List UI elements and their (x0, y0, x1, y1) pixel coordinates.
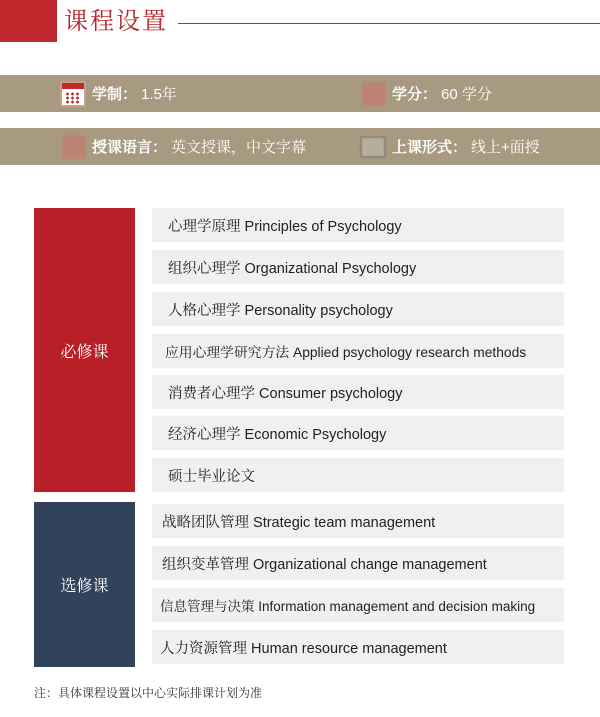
language-value: 英文授课，中文字幕 (171, 139, 307, 156)
course-item: 组织变革管理 Organizational change management (152, 546, 564, 580)
title-divider (178, 23, 600, 24)
language-label: 授课语言： (92, 139, 168, 156)
course-item: 消费者心理学 Consumer psychology (152, 375, 564, 409)
course-item: 信息管理与决策 Information management and decision making (152, 588, 564, 622)
course-item: 组织心理学 Organizational Psychology (152, 250, 564, 284)
course-item: 经济心理学 Economic Psychology (152, 416, 564, 450)
section-title: 课程设置 (64, 7, 168, 35)
footnote: 注：具体课程设置以中心实际排课计划为准 (34, 686, 263, 700)
info-bar-language-format (0, 128, 600, 165)
course-item: 心理学原理 Principles of Psychology (152, 208, 564, 242)
course-item: 战略团队管理 Strategic team management (152, 504, 564, 538)
calendar-icon (60, 81, 86, 107)
duration-item (60, 75, 177, 112)
course-item: 人格心理学 Personality psychology (152, 292, 564, 326)
course-item: 应用心理学研究方法 Applied psychology research methods (152, 334, 564, 368)
language-icon (62, 135, 86, 159)
duration-label: 学制： (92, 86, 138, 103)
format-item (360, 128, 540, 165)
format-label: 上课形式： (392, 139, 468, 156)
duration-value: 1.5年 (141, 86, 177, 103)
required-category: 必修课 (34, 208, 135, 492)
credits-label: 学分： (392, 86, 438, 103)
course-item: 硕士毕业论文 (152, 458, 564, 492)
credit-icon (362, 82, 386, 106)
course-item: 人力资源管理 Human resource management (152, 630, 564, 664)
credits-value: 60 学分 (441, 86, 492, 103)
format-value: 线上+面授 (471, 139, 540, 156)
language-item (62, 128, 306, 165)
title-accent-block (0, 0, 57, 42)
monitor-icon (360, 136, 386, 158)
info-bar-duration-credits (0, 75, 600, 112)
elective-category: 选修课 (34, 502, 135, 667)
credits-item (362, 75, 492, 112)
